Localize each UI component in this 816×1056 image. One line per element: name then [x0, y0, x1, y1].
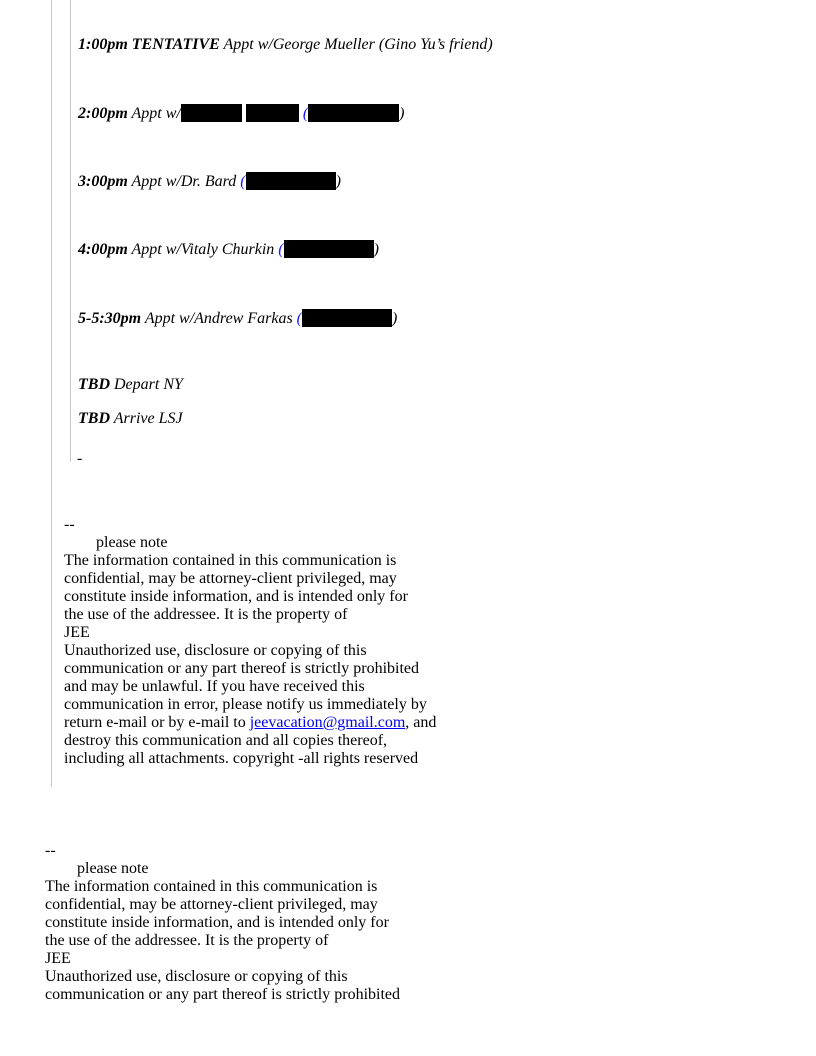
schedule-item: 2:00pm Appt w/ ( ) — [78, 105, 405, 122]
schedule-item: 3:00pm Appt w/Dr. Bard ( ) — [78, 173, 341, 190]
disclaimer-line: destroy this communication and all copies thereof, — [64, 732, 388, 749]
signature-block — [64, 516, 436, 768]
redaction — [246, 172, 336, 190]
disclaimer-line: confidential, may be attorney-client privileged, may — [45, 896, 378, 913]
separator: -- — [45, 842, 56, 859]
redaction — [308, 104, 399, 122]
schedule-item: 1:00pm TENTATIVE Appt w/George Mueller (Gino Yu’s friend) — [78, 36, 493, 53]
disclaimer-line: constitute inside information, and is intended only for — [64, 588, 408, 605]
disclaimer-line: JEE — [64, 624, 90, 641]
note-heading: please note — [96, 534, 168, 551]
disclaimer-line: Unauthorized use, disclosure or copying of this — [45, 968, 348, 985]
disclaimer-line: The information contained in this communication is — [64, 552, 397, 569]
disclaimer-line: communication or any part thereof is strictly prohibited — [64, 660, 420, 677]
disclaimer-line: constitute inside information, and is intended only for — [45, 914, 389, 931]
quote-bar-inner — [70, 0, 71, 462]
disclaimer-line — [64, 714, 436, 732]
text: , and — [405, 714, 437, 731]
disclaimer-line: communication or any part thereof is strictly prohibited — [45, 986, 401, 1003]
disclaimer-line: The information contained in this communication is — [45, 878, 378, 895]
disclaimer-line: confidential, may be attorney-client privileged, may — [64, 570, 397, 587]
disclaimer-line: and may be unlawful. If you have received this — [64, 678, 365, 695]
note-heading: please note — [77, 860, 149, 877]
redaction — [181, 104, 242, 122]
quote-bar-outer — [51, 0, 52, 787]
disclaimer-line: communication in error, please notify us immediately by — [64, 696, 427, 713]
schedule-item: TBD Arrive LSJ — [78, 410, 183, 427]
redaction — [246, 104, 299, 122]
email-link[interactable]: jeevacation@gmail.com — [249, 714, 406, 731]
separator: -- — [64, 516, 75, 533]
disclaimer-line: the use of the addressee. It is the property of — [64, 606, 348, 623]
disclaimer-line: Unauthorized use, disclosure or copying of this — [64, 642, 367, 659]
schedule-item: TBD Depart NY — [78, 376, 183, 393]
dash: - — [77, 450, 83, 467]
disclaimer-line: including all attachments. copyright -all rights reserved — [64, 750, 419, 767]
redaction — [284, 240, 374, 258]
disclaimer-line: JEE — [45, 950, 71, 967]
disclaimer-line: the use of the addressee. It is the property of — [45, 932, 329, 949]
schedule-item: 5-5:30pm Appt w/Andrew Farkas ( ) — [78, 310, 398, 327]
signature-block-2 — [45, 842, 400, 1004]
text: return e-mail or by e-mail to — [64, 714, 250, 731]
schedule-item: 4:00pm Appt w/Vitaly Churkin ( ) — [78, 241, 379, 258]
redaction — [302, 309, 392, 327]
